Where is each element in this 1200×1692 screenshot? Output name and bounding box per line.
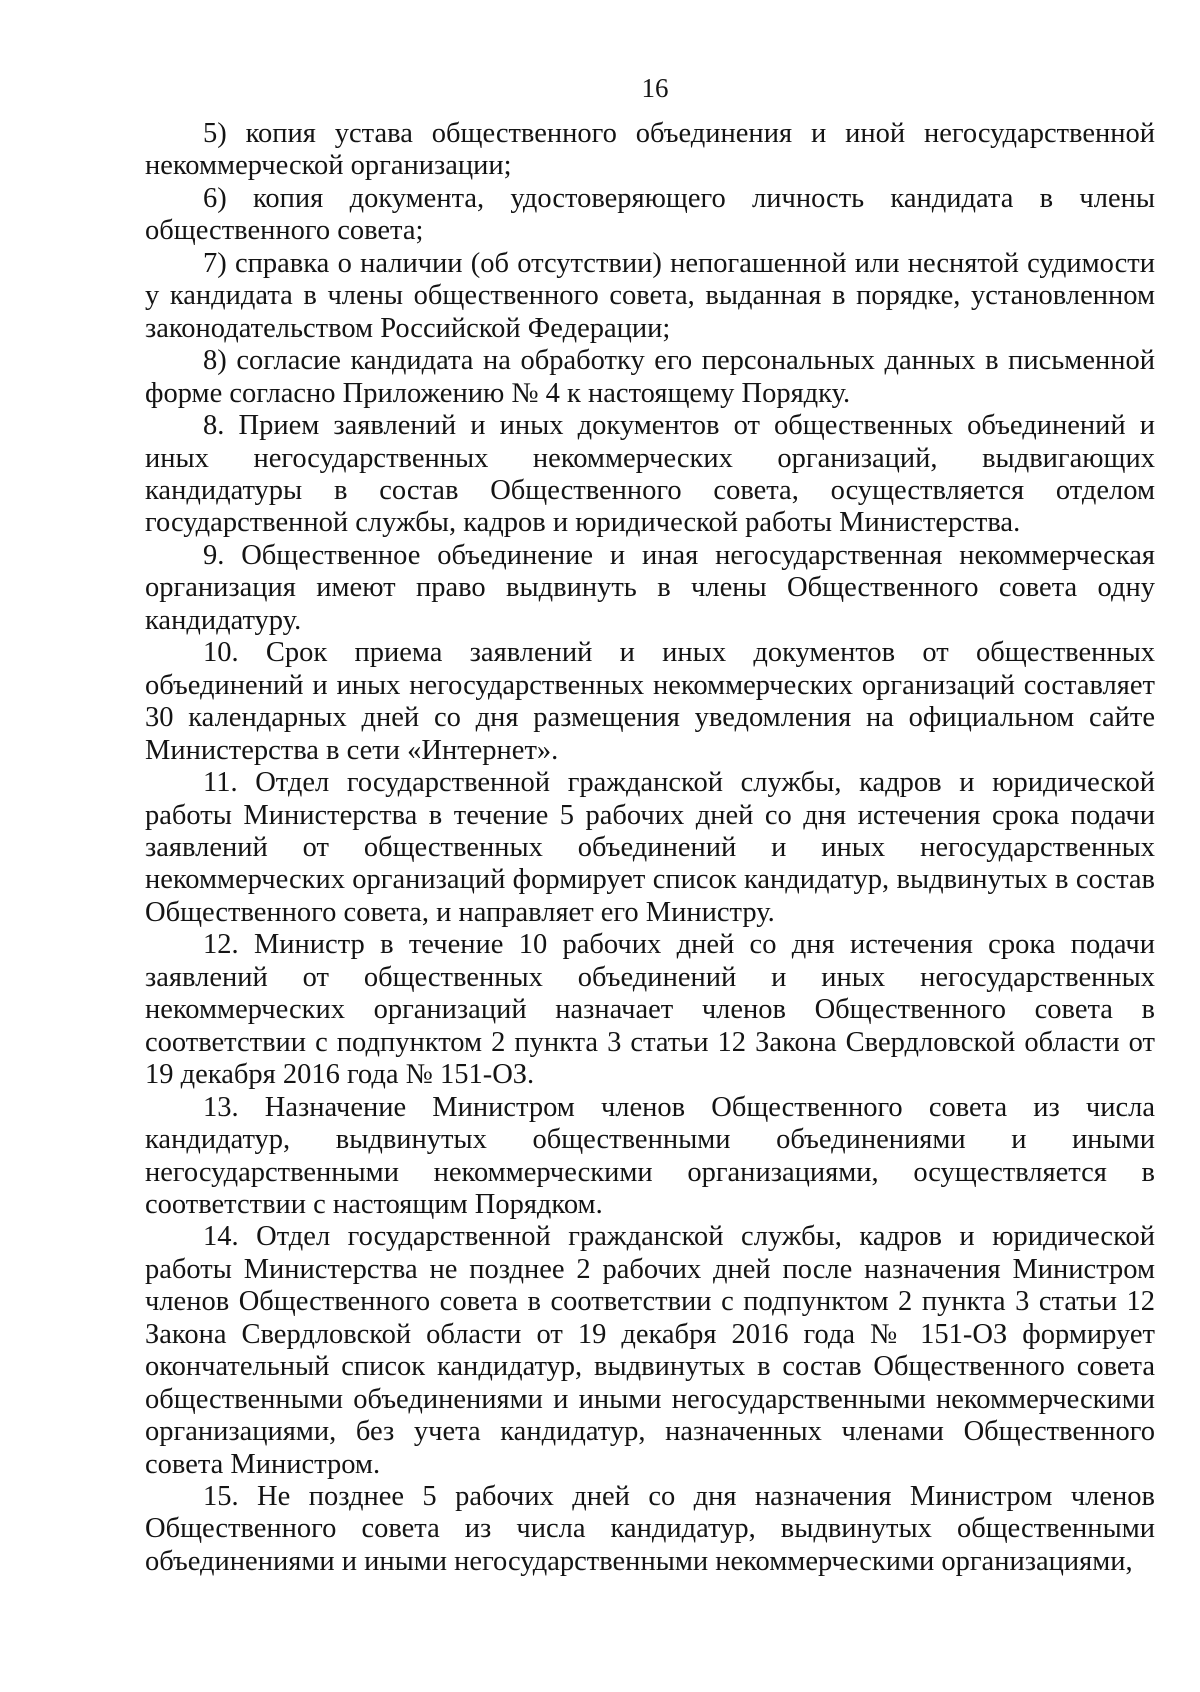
paragraph-item-5-charter-copy: 5) копия устава общественного объединения и иной негосударственной некоммерческой организации; bbox=[145, 118, 1155, 182]
paragraph-item-7-criminal-record-certificate: 7) справка о наличии (об отсутствии) непогашенной или неснятой судимости у кандидата в члены общественного совета, выданная в порядке, установленном законодательством Российской Федерации; bbox=[145, 247, 1155, 344]
page-number: 16 bbox=[641, 73, 669, 103]
paragraph-clause-9: 9. Общественное объединение и иная негосударственная некоммерческая организация имеют право выдвинуть в члены Общественного совета одну кандидатуру. bbox=[145, 539, 1155, 636]
paragraph-item-6-identity-document: 6) копия документа, удостоверяющего личность кандидата в члены общественного совета; bbox=[145, 182, 1155, 247]
paragraph-clause-10: 10. Срок приема заявлений и иных документов от общественных объединений и иных негосударственных некоммерческих организаций составляет 30 календарных дней со дня размещения уведомления на официальном сайте Министерства в сети «Интернет». bbox=[145, 637, 1155, 766]
paragraph-clause-14: 14. Отдел государственной гражданской службы, кадров и юридической работы Министерства не позднее 2 рабочих дней после назначения Министром членов Общественного совета в соответствии с подпунктом 2 пункта 3 статьи 12 Закона Свердловской области от 19 декабря 2016 года № 151-ОЗ формирует окончательный список кандидатур, выдвинутых в состав Общественного совета общественными объединениями и иными негосударственными некоммерческими организациями, без учета кандидатур, назначенных членами Общественного совета Министром. bbox=[145, 1221, 1155, 1480]
paragraph-item-8-data-processing-consent: 8) согласие кандидата на обработку его персональных данных в письменной форме согласно Приложению № 4 к настоящему Порядку. bbox=[145, 345, 1155, 409]
paragraph-clause-11: 11. Отдел государственной гражданской службы, кадров и юридической работы Министерства в течение 5 рабочих дней со дня истечения срока подачи заявлений от общественных объединений и иных негосударственных некоммерческих организаций формирует список кандидатур, выдвинутых в состав Общественного совета, и направляет его Министру. bbox=[145, 767, 1155, 928]
paragraph-clause-12: 12. Министр в течение 10 рабочих дней со дня истечения срока подачи заявлений от общественных объединений и иных негосударственных некоммерческих организаций назначает членов Общественного совета в соответствии с подпунктом 2 пункта 3 статьи 12 Закона Свердловской области от 19 декабря 2016 года № 151-ОЗ. bbox=[145, 929, 1155, 1091]
paragraph-clause-8: 8. Прием заявлений и иных документов от общественных объединений и иных негосударственных некоммерческих организаций, выдвигающих кандидатуры в состав Общественного совета, осуществляется отделом государственной службы, кадров и юридической работы Министерства. bbox=[145, 410, 1155, 539]
paragraph-clause-15: 15. Не позднее 5 рабочих дней со дня назначения Министром членов Общественного совета из числа кандидатур, выдвинутых общественными объединениями и иными негосударственными некоммерческими организациями, bbox=[145, 1481, 1155, 1577]
document-page bbox=[145, 70, 1155, 1578]
paragraph-clause-13: 13. Назначение Министром членов Общественного совета из числа кандидатур, выдвинутых общественными объединениями и иными негосударственными некоммерческими организациями, осуществляется в соответствии с настоящим Порядком. bbox=[145, 1091, 1155, 1220]
